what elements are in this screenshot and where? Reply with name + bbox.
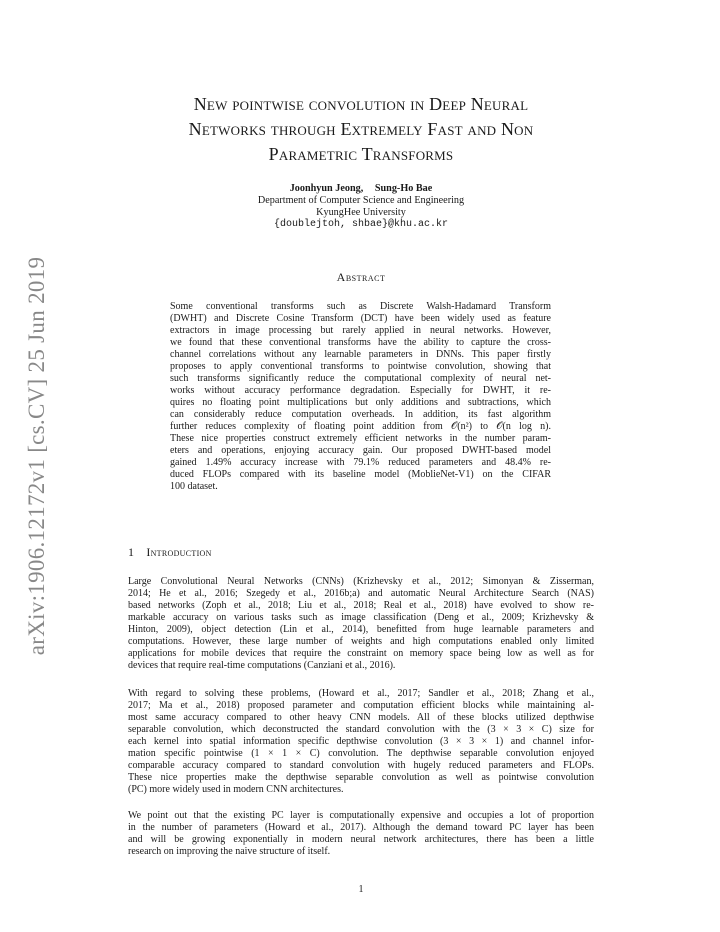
abstract-line: Some conventional transforms such as Discrete Walsh-Hadamard Transform xyxy=(170,301,551,312)
title-line: Networks through Extremely Fast and Non xyxy=(188,119,534,139)
author-department: Department of Computer Science and Engineering xyxy=(257,195,465,206)
paragraph-line: (PC) more widely used in modern CNN architectures. xyxy=(128,784,344,795)
abstract-line: we found that these conventional transforms have the ability to capture the cross- xyxy=(170,337,551,348)
abstract-line: extractors in image processing but rarely applied in neural networks. However, xyxy=(170,325,551,336)
abstract-line: quires no floating point multiplications but only additions and subtractions, which xyxy=(170,397,551,408)
paragraph-line: applications for mobile devices that require the constraint on memory space being low as well as for xyxy=(128,648,594,659)
author-name: Sung-Ho Bae xyxy=(374,183,433,194)
abstract-line: 100 dataset. xyxy=(170,481,218,492)
paragraph-line: mation specific pointwise (1 × 1 × C) convolution. The depthwise separable convolution enjoyed xyxy=(128,748,594,759)
paragraph-line: markable accuracy on various tasks such as image classification (Deng et al., 2009; Krizhevsky & xyxy=(128,612,594,623)
paragraph-line: separable convolution, which deconstructed the standard convolution with the (3 × 3 × C) size for xyxy=(128,724,594,735)
abstract-line: channel correlations without any learnable parameters in DNNs. This paper firstly xyxy=(170,349,551,360)
arxiv-stamp xyxy=(12,252,60,660)
paragraph-line: Large Convolutional Neural Networks (CNNs) (Krizhevsky et al., 2012; Simonyan & Zisserman, xyxy=(128,576,594,587)
paragraph-line: comparable accuracy compared to standard convolution with hugely reduced parameters and FLOPs. xyxy=(128,760,594,771)
paragraph-line: We point out that the existing PC layer is computationally expensive and occupies a lot of proportion xyxy=(128,810,594,821)
body-paragraph xyxy=(128,576,594,672)
paragraph-line: and will be growing exponentially in modern neural network architectures, there has been a little xyxy=(128,834,594,845)
paragraph-line: based networks (Zoph et al., 2018; Liu et al., 2018; Real et al., 2018) have evolved to show re- xyxy=(128,600,594,611)
paragraph-line: most same accuracy compared to other heavy CNN models. All of these blocks utilized depthwise xyxy=(128,712,594,723)
abstract-line: further reduces complexity of floating point addition from 𝒪(n²) to 𝒪(n log n). xyxy=(170,421,551,432)
title-line: Parametric Transforms xyxy=(268,144,454,164)
abstract-heading: Abstract xyxy=(336,270,386,284)
paragraph-line: research on improving the naive structure of itself. xyxy=(128,846,331,857)
paragraph-line: computations. However, these large number of weights and high computations enabled only limited xyxy=(128,636,594,647)
abstract-text xyxy=(170,301,551,493)
paragraph-line: With regard to solving these problems, (Howard et al., 2017; Sandler et al., 2018; Zhang et al., xyxy=(128,688,594,699)
paragraph-line: 2017; Ma et al., 2018) proposed parameter and computation efficient blocks while maintaining al- xyxy=(128,700,594,711)
arxiv-id: arXiv:1906.12172v1 [cs.CV] 25 Jun 2019 xyxy=(24,256,49,656)
abstract-line: These nice properties construct extremely efficient networks in the number param- xyxy=(170,433,551,444)
author-name: Joonhyun Jeong, xyxy=(289,183,364,194)
author-email: {doublejtoh, shbae}@khu.ac.kr xyxy=(273,219,449,230)
author-names xyxy=(128,183,594,195)
abstract-line: proposes to apply conventional transforms to pointwise convolution, showing that xyxy=(170,361,551,372)
author-block xyxy=(128,183,594,231)
author-university: KyungHee University xyxy=(316,207,406,218)
arxiv-stamp-graphic xyxy=(12,252,60,660)
section-title: Introduction xyxy=(146,545,212,559)
body-paragraph xyxy=(128,810,594,858)
abstract-line: can considerably reduce computation overheads. In addition, its fast algorithm xyxy=(170,409,551,420)
abstract-line: eters and operations, enjoying accuracy gain. Our proposed DWHT-based model xyxy=(170,445,551,456)
page-number: 1 xyxy=(358,884,364,895)
title-line: New pointwise convolution in Deep Neural xyxy=(193,94,529,114)
paragraph-line: devices that require real-time computations (Canziani et al., 2016). xyxy=(128,660,396,671)
abstract-line: (DWHT) and Discrete Cosine Transform (DCT) have been widely used as feature xyxy=(170,313,551,324)
abstract-line: gained 1.49% accuracy increase with 79.1% reduced parameters and 48.4% re- xyxy=(170,457,551,468)
section-heading xyxy=(128,545,212,560)
body-paragraph xyxy=(128,688,594,796)
paragraph-line: Hinton, 2009), object detection (Lin et al., 2014), benefitted from huge learnable parameters and xyxy=(128,624,594,635)
paragraph-line: 2014; He et al., 2016; Szegedy et al., 2016b;a) and automatic Neural Architecture Search (NAS) xyxy=(128,588,594,599)
paragraph-line: in the number of parameters (Howard et al., 2017). Although the demand toward PC layer has been xyxy=(128,822,594,833)
abstract-line: such transforms significantly reduce the computational complexity of neural net- xyxy=(170,373,551,384)
paragraph-line: These nice properties make the depthwise separable convolution as well as pointwise convolution xyxy=(128,772,594,783)
section-number: 1 xyxy=(128,545,135,559)
paragraph-line: each kernel into spatial information specific depthwise convolution (3 × 3 × 1) and channel infor- xyxy=(128,736,594,747)
paper-title xyxy=(128,92,594,167)
abstract-line: duced FLOPs compared with its baseline model (MoblieNet-V1) on the CIFAR xyxy=(170,469,551,480)
abstract-line: works without accuracy performance degradation. Especially for DWHT, it re- xyxy=(170,385,551,396)
